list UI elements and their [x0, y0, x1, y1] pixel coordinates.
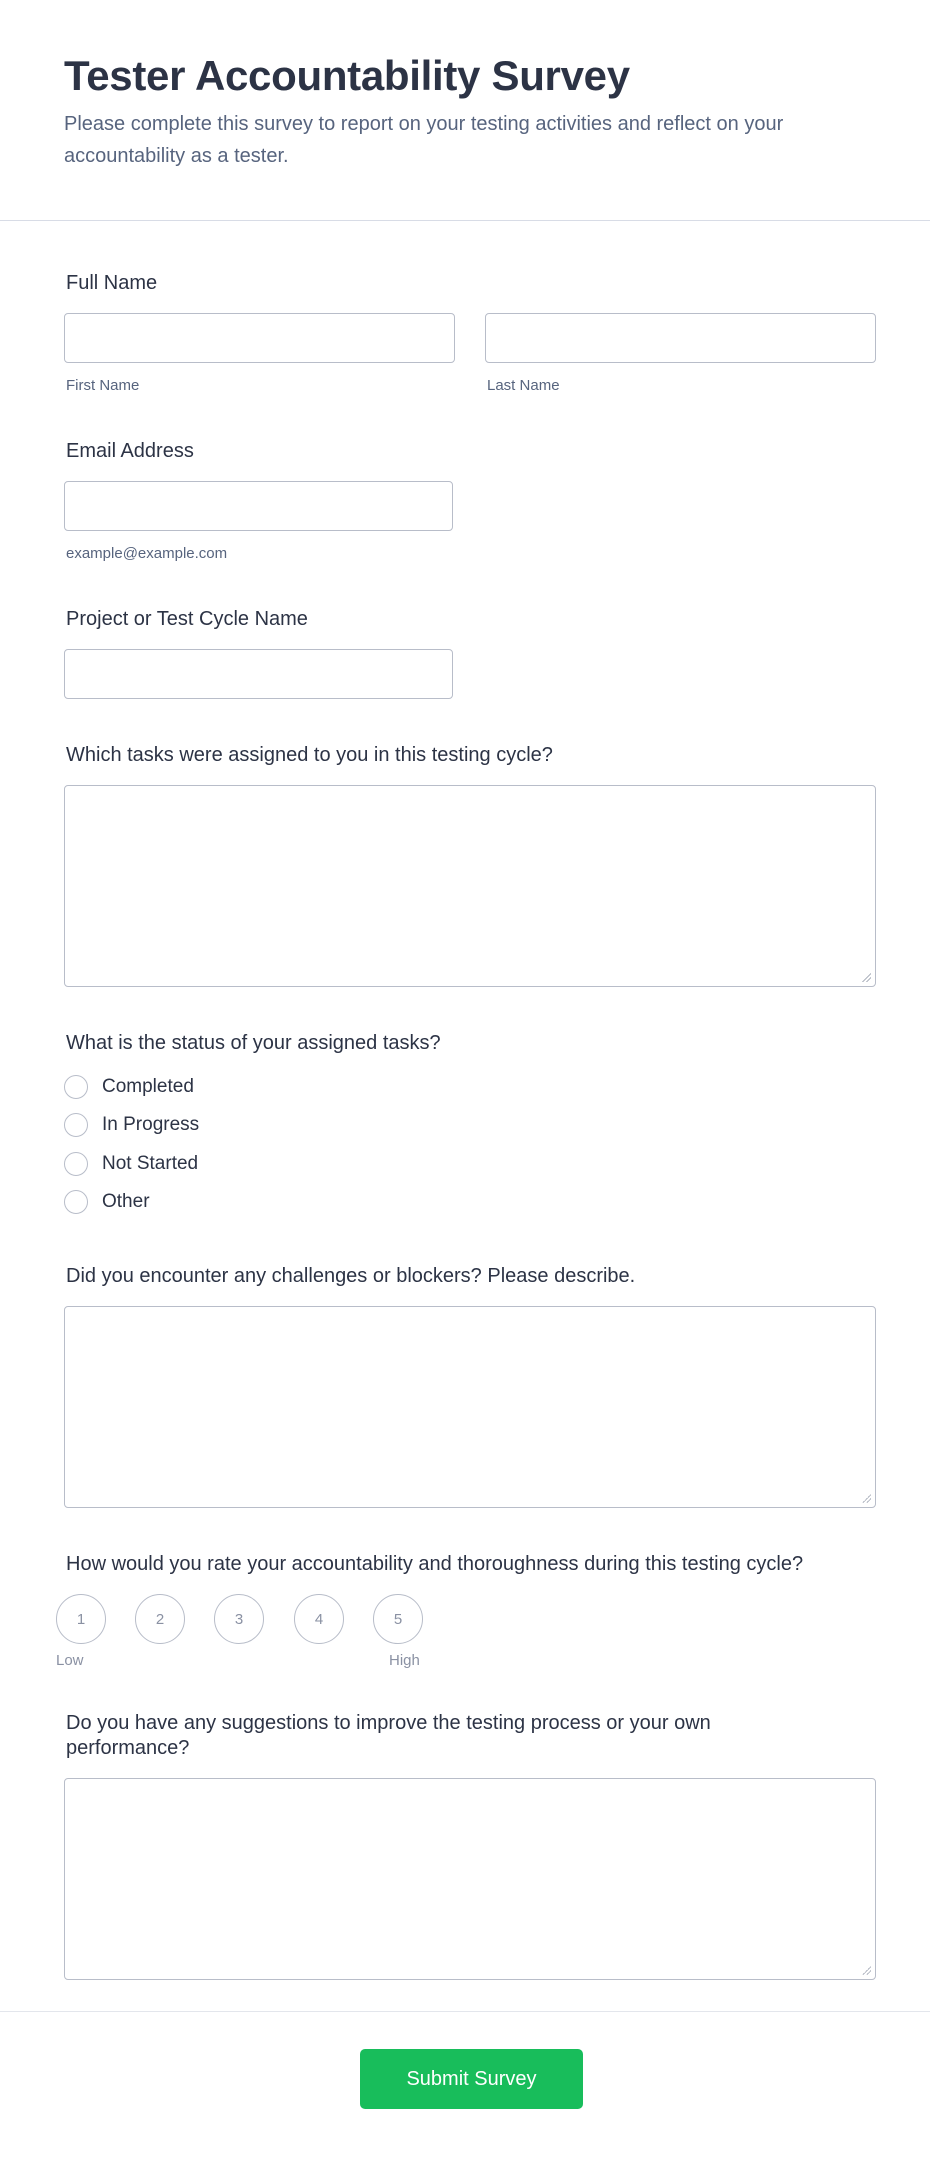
rating-high-label: High: [389, 1652, 420, 1669]
rating-low-label: Low: [56, 1652, 84, 1669]
rating-option-4[interactable]: 4: [294, 1594, 344, 1644]
tasks-label: Which tasks were assigned to you in this testing cycle?: [66, 744, 553, 766]
rating-option-2[interactable]: 2: [135, 1594, 185, 1644]
status-option-other[interactable]: [64, 1188, 150, 1216]
tasks-textarea[interactable]: [64, 785, 876, 987]
rating-option-5[interactable]: 5: [373, 1594, 423, 1644]
last-name-input[interactable]: [485, 313, 876, 363]
resize-handle-icon[interactable]: [861, 972, 871, 982]
last-name-sublabel: Last Name: [487, 377, 560, 394]
form-subtitle: Please complete this survey to report on your testing activities and reflect on your accountability as a tester.: [64, 113, 784, 167]
challenges-label: Did you encounter any challenges or blockers? Please describe.: [66, 1265, 636, 1287]
status-option-not-started[interactable]: [64, 1150, 198, 1178]
email-input[interactable]: [64, 481, 453, 531]
resize-handle-icon[interactable]: [861, 1965, 871, 1975]
rating-label: How would you rate your accountability and thoroughness during this testing cycle?: [66, 1553, 804, 1575]
project-label: Project or Test Cycle Name: [66, 608, 308, 630]
email-label: Email Address: [66, 440, 194, 462]
status-label: What is the status of your assigned tasks?: [66, 1032, 441, 1054]
radio-label: Not Started: [102, 1153, 199, 1174]
suggestions-label: Do you have any suggestions to improve the testing process or your own performance?: [66, 1712, 711, 1759]
radio-button[interactable]: [64, 1113, 88, 1137]
radio-label: Completed: [102, 1076, 194, 1097]
status-option-completed[interactable]: [64, 1073, 194, 1101]
rating-option-1[interactable]: 1: [56, 1594, 106, 1644]
radio-label: Other: [102, 1191, 150, 1212]
challenges-textarea[interactable]: [64, 1306, 876, 1508]
email-sublabel: example@example.com: [66, 545, 228, 562]
first-name-input[interactable]: [64, 313, 455, 363]
project-input[interactable]: [64, 649, 453, 699]
radio-button[interactable]: [64, 1190, 88, 1214]
full-name-label: Full Name: [66, 272, 158, 294]
submit-button[interactable]: Submit Survey: [360, 2049, 583, 2109]
suggestions-textarea[interactable]: [64, 1778, 876, 1980]
status-option-in-progress[interactable]: [64, 1111, 199, 1139]
radio-button[interactable]: [64, 1075, 88, 1099]
radio-button[interactable]: [64, 1152, 88, 1176]
radio-label: In Progress: [102, 1114, 200, 1135]
rating-option-3[interactable]: 3: [214, 1594, 264, 1644]
first-name-sublabel: First Name: [66, 377, 140, 394]
form-header: [0, 0, 930, 221]
resize-handle-icon[interactable]: [861, 1493, 871, 1503]
form-title: Tester Accountability Survey: [64, 52, 630, 99]
